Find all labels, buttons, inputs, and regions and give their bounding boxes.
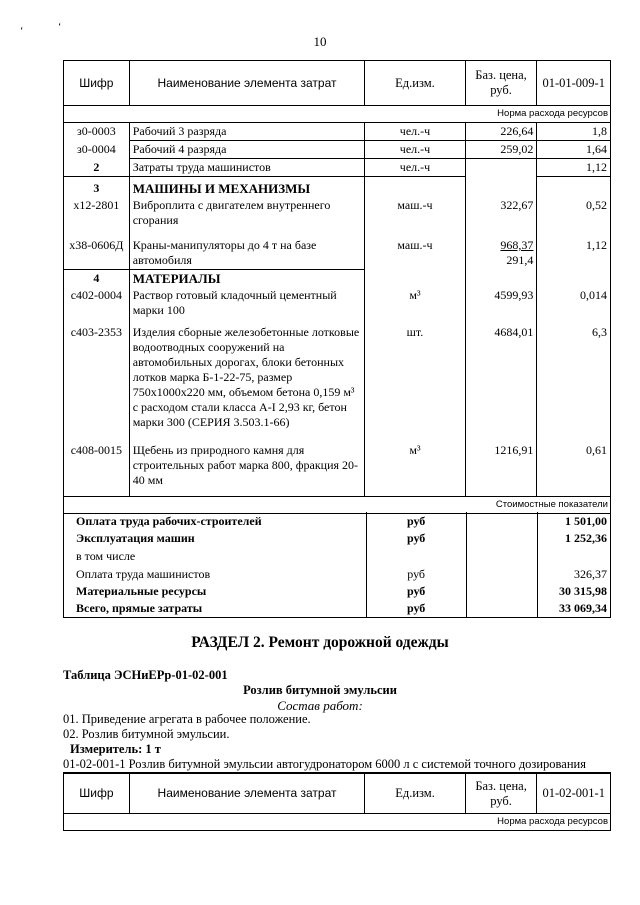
- header-code: Шифр: [64, 61, 130, 106]
- section-row-materials: 4 МАТЕРИАЛЫ: [64, 270, 611, 288]
- header-norm-code: 01-02-001-1: [537, 774, 611, 814]
- header-code: Шифр: [64, 774, 130, 814]
- table-row: з0-0004 Рабочий 4 разряда чел.-ч 259,02 1,64: [64, 141, 611, 159]
- table-row: х12-2801 Виброплита с двигателем внутреннего сгорания маш.-ч 322,67 0,52: [64, 197, 611, 229]
- work-composition-title: Состав работ:: [277, 698, 363, 713]
- table-subtitle: Розлив битумной эмульсии: [243, 683, 397, 697]
- cost-label: Стоимостные показатели: [64, 497, 611, 514]
- table-row: с408-0015 Щебень из природного камня для строительных работ марка 800, фракция 20-40 мм м³ 1216,91 0,61: [64, 431, 611, 497]
- total-row: Оплата труда машинистов руб 326,37: [64, 565, 611, 583]
- resource-table-2: [63, 773, 611, 831]
- resource-table-1: [63, 60, 611, 514]
- page-number: 10: [313, 34, 327, 49]
- section-row-machines: 3 МАШИНЫ И МЕХАНИЗМЫ: [64, 177, 611, 198]
- section-title: РАЗДЕЛ 2. Ремонт дорожной одежды: [191, 634, 449, 651]
- header-norm-code: 01-01-009-1: [537, 61, 611, 106]
- header-unit: Ед.изм.: [365, 774, 465, 814]
- header-name: Наименование элемента затрат: [129, 774, 365, 814]
- header-price: Баз. цена, руб.: [465, 61, 537, 106]
- norm-label: Норма расхода ресурсов: [64, 814, 611, 831]
- table-title: Таблица ЭСНиЕРр-01-02-001: [63, 668, 228, 682]
- header-name: Наименование элемента затрат: [129, 61, 365, 106]
- header-price: Баз. цена, руб.: [465, 774, 537, 814]
- total-row: Оплата труда рабочих-строителей руб 1 501,00: [64, 512, 611, 530]
- total-row: Материальные ресурсы руб 30 315,98: [64, 583, 611, 600]
- table-row: х38-0606Д Краны-манипуляторы до 4 т на базе автомобиля маш.-ч 968,37 291,4 1,12: [64, 229, 611, 270]
- table-row: з0-0003 Рабочий 3 разряда чел.-ч 226,64 1,8: [64, 123, 611, 141]
- work-step: 01. Приведение агрегата в рабочее положение.: [63, 712, 311, 726]
- price-revised: 291,4: [506, 253, 534, 267]
- table-row: с403-2353 Изделия сборные железобетонные лотковые водоотводных сооружений на автомобильных дорогах, блоки бетонных лотков марка Б-1-22-75, размер 750х1000х220 мм, объемом бетона 0,159 м³ с расходом стали класса А-I 2,93 кг, бетон марки 300 (СЕРИЯ 3.503.1-66) шт. 4684,01 6,3: [64, 319, 611, 431]
- margin-mark: ‘: [20, 26, 24, 37]
- table-row: 2 Затраты труда машинистов чел.-ч 1,12: [64, 159, 611, 177]
- total-row: в том числе: [64, 547, 611, 565]
- measure-unit: Измеритель: 1 т: [70, 742, 161, 756]
- total-row: Всего, прямые затраты руб 33 069,34: [64, 600, 611, 618]
- total-row: Эксплуатация машин руб 1 252,36: [64, 530, 611, 547]
- norm-label: Норма расхода ресурсов: [64, 106, 611, 123]
- margin-mark: ‘: [58, 22, 62, 33]
- norm-description: 01-02-001-1 Розлив битумной эмульсии автогудронатором 6000 л с системой точного дозирования: [63, 757, 586, 771]
- price-crossed: 968,37: [500, 238, 534, 252]
- work-step: 02. Розлив битумной эмульсии.: [63, 727, 230, 741]
- totals-table: [63, 512, 611, 618]
- header-unit: Ед.изм.: [365, 61, 465, 106]
- table-row: с402-0004 Раствор готовый кладочный цементный марки 100 м³ 4599,93 0,014: [64, 287, 611, 319]
